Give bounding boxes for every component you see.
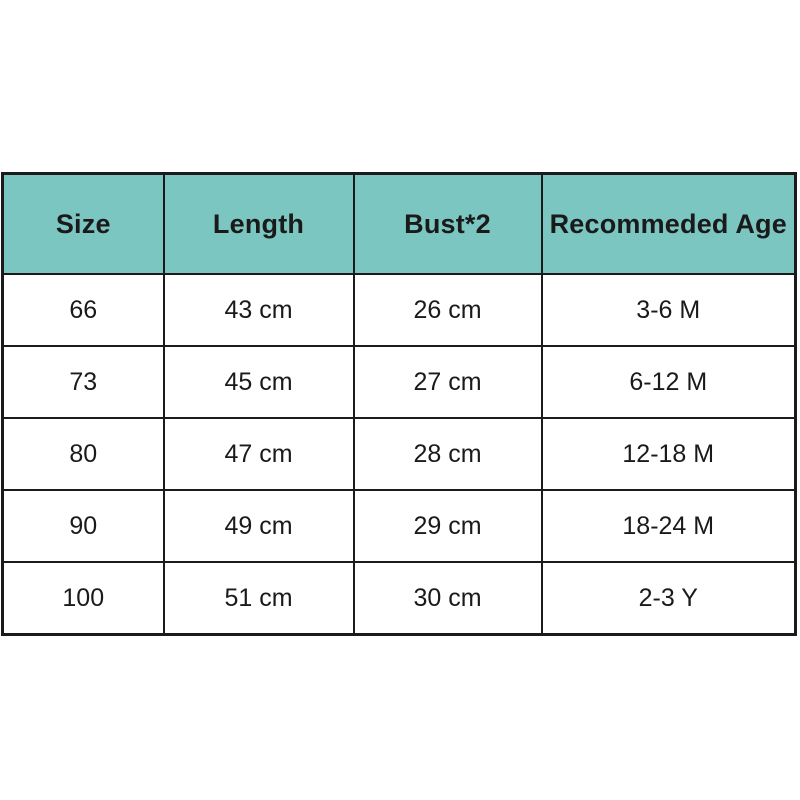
- size-chart-table: [1, 172, 797, 636]
- cell-length: 49 cm: [164, 490, 354, 562]
- column-header-size: Size: [3, 174, 164, 275]
- size-chart-header: [3, 174, 796, 275]
- table-row: [3, 346, 796, 418]
- cell-recommended-age: 3-6 M: [542, 274, 796, 346]
- cell-bust: 29 cm: [354, 490, 542, 562]
- column-header-length: Length: [164, 174, 354, 275]
- cell-length: 51 cm: [164, 562, 354, 635]
- cell-bust: 27 cm: [354, 346, 542, 418]
- cell-bust: 26 cm: [354, 274, 542, 346]
- column-header-bust: Bust*2: [354, 174, 542, 275]
- cell-recommended-age: 12-18 M: [542, 418, 796, 490]
- column-header-recommended-age: Recommeded Age: [542, 174, 796, 275]
- cell-length: 45 cm: [164, 346, 354, 418]
- cell-length: 43 cm: [164, 274, 354, 346]
- cell-recommended-age: 2-3 Y: [542, 562, 796, 635]
- table-row: [3, 418, 796, 490]
- cell-recommended-age: 6-12 M: [542, 346, 796, 418]
- cell-recommended-age: 18-24 M: [542, 490, 796, 562]
- cell-size: 73: [3, 346, 164, 418]
- cell-length: 47 cm: [164, 418, 354, 490]
- cell-bust: 28 cm: [354, 418, 542, 490]
- table-row: [3, 274, 796, 346]
- table-row: [3, 490, 796, 562]
- cell-size: 80: [3, 418, 164, 490]
- cell-size: 90: [3, 490, 164, 562]
- table-row: [3, 562, 796, 635]
- size-chart-body: [3, 274, 796, 635]
- cell-size: 100: [3, 562, 164, 635]
- header-row: [3, 174, 796, 275]
- cell-size: 66: [3, 274, 164, 346]
- cell-bust: 30 cm: [354, 562, 542, 635]
